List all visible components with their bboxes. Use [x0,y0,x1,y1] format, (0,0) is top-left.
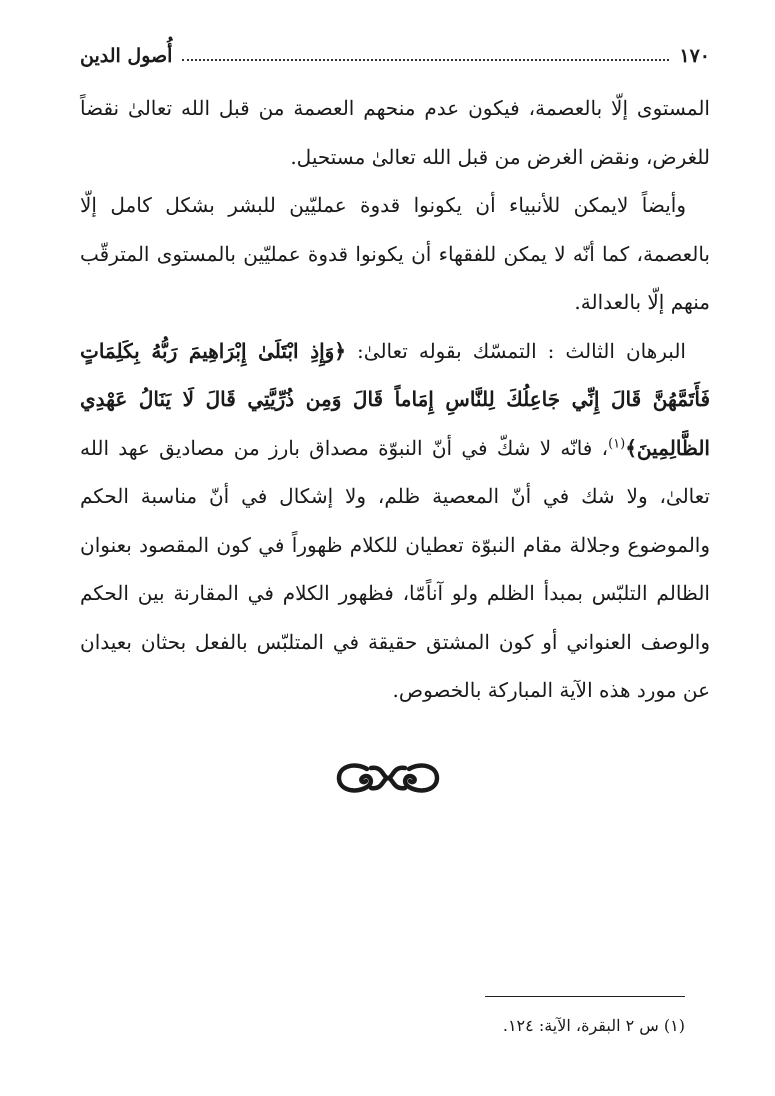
paragraph-2: وأيضاً لايمكن للأنبياء أن يكونوا قدوة عمليّين للبشر بشكل كامل إلّا بالعصمة، كما أنّه لا يمكن للفقهاء أن يكونوا قدوة عمليّين بالمستوى المترقّب منهم إلّا بالعدالة. [80,193,710,314]
paragraph-1: المستوى إلّا بالعصمة، فيكون عدم منحهم العصمة من قبل الله تعالىٰ نقضاً للغرض، ونقض الغرض من قبل الله تعالىٰ مستحيل. [80,96,710,169]
page-header [80,40,710,72]
paragraph-3-rest: ، فانّه لا شكّ في أنّ النبوّة مصداق بارز من مصاديق عهد الله تعالىٰ، ولا شك في أنّ المعصية ظلم، ولا إشكال في أنّ مناسبة الحكم والموضوع وجلالة مقام النبوّة تعطيان للكلام ظهوراً في كون المقصود بعنوان الظالم التلبّس بمبدأ الظلم ولو آناًمّا، فظهور الكلام في المقارنة بين الحكم والوصف العنواني أو كون المشتق حقيقة في المتلبّس بالفعل بحثان بعيدان عن مورد هذه الآية المباركة بالخصوص. [80,435,710,702]
footnote: (١) س ٢ البقرة، الآية: ١٢٤. [502,1016,685,1035]
header-dot-leader [182,59,669,61]
body-text [80,84,710,715]
quran-verse: ﴿وَإِذِ ابْتَلَىٰ إِبْرَاهِيمَ رَبُّهُ بِكَلِمَاتٍ فَأَتَمَّهُنَّ قَالَ إِنِّي جَاعِلُكَ لِلنَّاسِ إِمَاماً قَالَ وَمِن ذُرِّيَّتِي قَالَ لَا يَنَالُ عَهْدِي الظَّالِمِينَ﴾ [80,338,710,460]
paragraph-3-intro: البرهان الثالث : التمسّك بقوله تعالىٰ: [346,338,686,363]
footnote-separator [485,996,685,997]
footnote-reference: (١) [608,435,626,451]
ornament-icon [333,760,443,796]
running-title: أُصول الدين [80,45,173,67]
page-number: ١٧٠ [679,45,710,67]
paragraph-3 [80,327,710,715]
section-end-ornament [0,760,775,800]
